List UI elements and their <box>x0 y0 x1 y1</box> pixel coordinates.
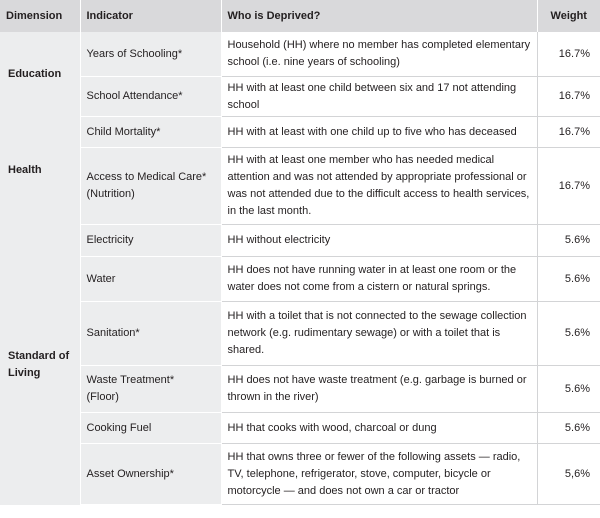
indicator-sublabel: (Floor) <box>86 391 119 403</box>
dimension-education: Education <box>0 32 80 117</box>
who-cell: HH that cooks with wood, charcoal or dung <box>221 413 537 444</box>
table-row <box>0 148 600 225</box>
table-row <box>0 77 600 117</box>
dimension-label-line1: Standard of <box>8 349 70 362</box>
indicator-cell: Asset Ownership* <box>80 444 221 505</box>
indicator-label: Access to Medical Care* <box>86 171 207 183</box>
weight-cell: 5.6% <box>537 257 600 302</box>
indicator-cell <box>80 366 221 413</box>
table-row <box>0 302 600 366</box>
who-cell: HH does not have waste treatment (e.g. garbage is burned or thrown in the river) <box>221 366 537 413</box>
dimension-label-line2: Living <box>8 366 41 379</box>
indicator-cell: Cooking Fuel <box>80 413 221 444</box>
weight-cell: 5.6% <box>537 302 600 366</box>
indicator-cell: School Attendance* <box>80 77 221 117</box>
indicator-cell: Water <box>80 257 221 302</box>
weight-cell: 16.7% <box>537 117 600 148</box>
header-weight: Weight <box>537 0 600 32</box>
dimension-health: Health <box>0 117 80 225</box>
who-cell: HH with at least with one child up to five who has deceased <box>221 117 537 148</box>
weight-cell: 5.6% <box>537 413 600 444</box>
weight-cell: 16.7% <box>537 77 600 117</box>
who-cell: HH with at least one member who has needed medical attention and was not attended by appropriate professional or was not attended due to the difficult access to health services, in the last month. <box>221 148 537 225</box>
table-row <box>0 117 600 148</box>
indicator-cell: Years of Schooling* <box>80 32 221 77</box>
who-cell: HH that owns three or fewer of the following assets — radio, TV, telephone, refrigerator, stove, computer, bicycle or motorcycle — and does not own a car or tractor <box>221 444 537 505</box>
indicator-cell: Electricity <box>80 225 221 257</box>
indicator-cell: Sanitation* <box>80 302 221 366</box>
dimension-standard-of-living <box>0 225 80 505</box>
indicator-cell: Child Mortality* <box>80 117 221 148</box>
who-cell: Household (HH) where no member has completed elementary school (i.e. nine years of schooling) <box>221 32 537 77</box>
header-indicator: Indicator <box>80 0 221 32</box>
weight-cell: 5.6% <box>537 366 600 413</box>
indicator-label: Waste Treatment* <box>86 374 175 386</box>
weight-cell: 5,6% <box>537 444 600 505</box>
who-cell: HH without electricity <box>221 225 537 257</box>
table-header-row <box>0 0 600 32</box>
who-cell: HH with at least one child between six and 17 not attending school <box>221 77 537 117</box>
header-who: Who is Deprived? <box>221 0 537 32</box>
table-row <box>0 32 600 77</box>
table-row <box>0 366 600 413</box>
indicator-sublabel: (Nutrition) <box>86 188 135 200</box>
weight-cell: 16.7% <box>537 32 600 77</box>
table-row <box>0 257 600 302</box>
who-cell: HH does not have running water in at least one room or the water does not come from a cistern or natural springs. <box>221 257 537 302</box>
who-cell: HH with a toilet that is not connected to the sewage collection network (e.g. rudimentary sewage) or with a toilet that is shared. <box>221 302 537 366</box>
indicator-cell <box>80 148 221 225</box>
weight-cell: 5.6% <box>537 225 600 257</box>
table-row <box>0 225 600 257</box>
header-dimension: Dimension <box>0 0 80 32</box>
weight-cell: 16.7% <box>537 148 600 225</box>
table-row <box>0 444 600 505</box>
table-row <box>0 413 600 444</box>
